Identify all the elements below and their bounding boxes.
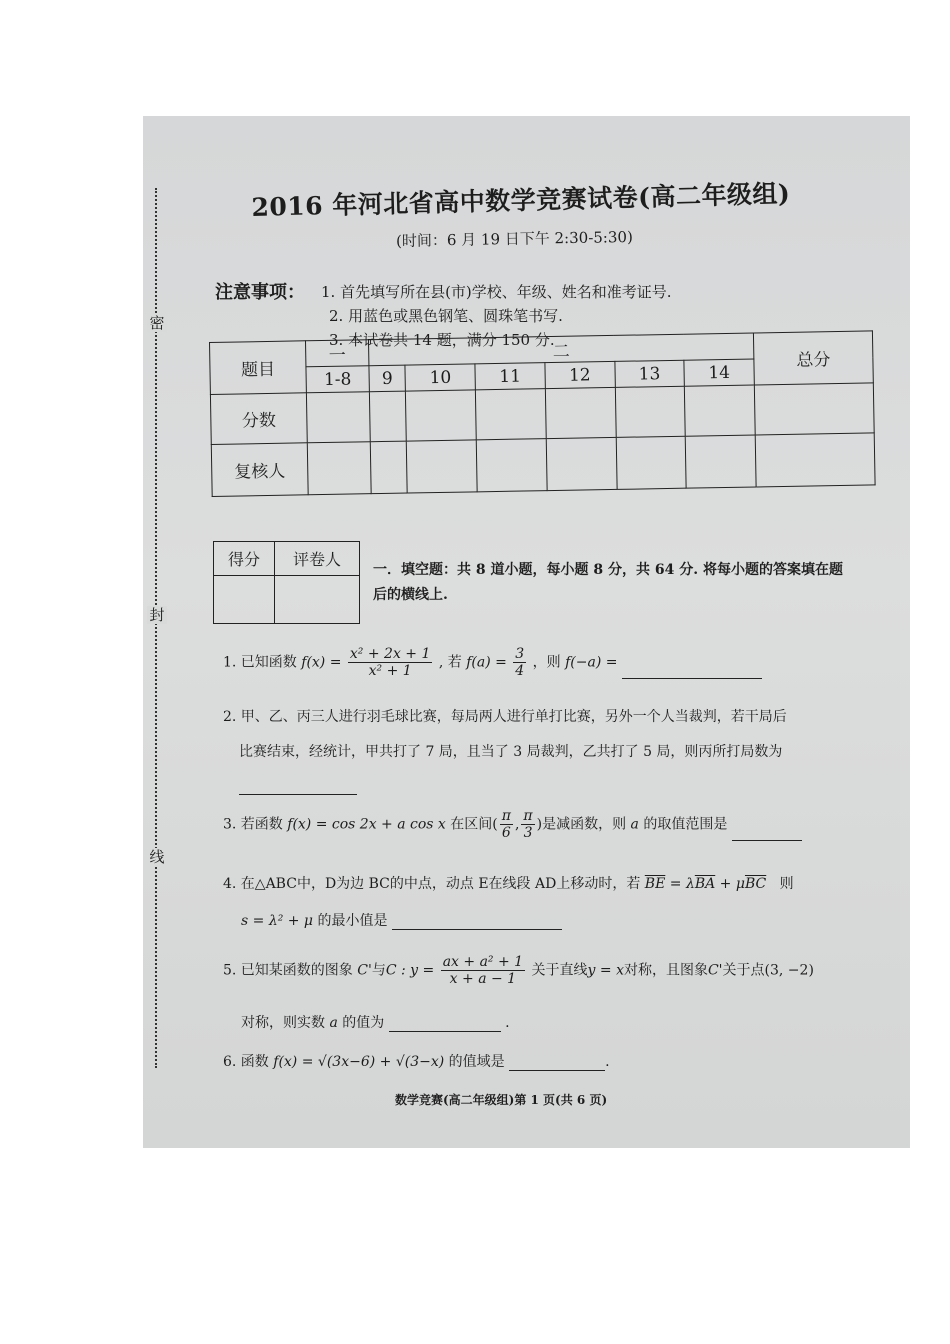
q1-fraction-2 — [513, 646, 526, 679]
section-1-instructions: 一．填空题：共 8 道小题，每小题 8 分，共 64 分. 将每小题的答案填在题后的横线上. — [373, 562, 843, 603]
question-1 — [223, 646, 762, 679]
q1-denominator-2: 4 — [515, 663, 525, 679]
q3-pi-2: π — [523, 808, 533, 824]
q5-text-b: 关于直线 — [531, 962, 588, 979]
seal-char-xian: 线 — [147, 848, 167, 866]
score-cell[interactable] — [407, 440, 478, 493]
q6-expr: f(x) = √(3x−6) + √(3−x) — [273, 1054, 445, 1070]
exam-time: (时间：6 月 19 日下午 2:30-5:30) — [395, 227, 634, 251]
seal-char-feng: 封 — [147, 606, 167, 624]
q5-yu: 与 — [371, 962, 386, 979]
grader-score-label: 得分 — [214, 542, 275, 576]
question-4-line-2 — [241, 910, 562, 930]
score-cell[interactable] — [545, 387, 616, 438]
q3-pi-1: π — [501, 808, 511, 824]
q5-c-eq: C : y = — [385, 962, 435, 979]
q3-suffix: )是减函数，则 — [536, 816, 627, 833]
q2-answer-blank[interactable] — [239, 780, 357, 795]
score-col: 12 — [545, 361, 615, 388]
q5-cprime-2: C' — [707, 962, 723, 979]
score-total: 总分 — [753, 331, 873, 385]
q5-numerator: ax + a² + 1 — [442, 954, 524, 970]
q3-suffix-2: 的取值范围是 — [643, 816, 728, 833]
q1-fx: f(x) = — [301, 654, 342, 671]
question-2-line-1: 2. 甲、乙、丙三人进行羽毛球比赛，每局两人进行单打比赛，另外一个人当裁判，若干局后 — [223, 709, 787, 725]
score-col: 1-8 — [306, 366, 369, 393]
q1-mid: , 若 — [438, 654, 462, 671]
score-row-label: 复核人 — [211, 443, 308, 497]
q5-text-e: 对称，则实数 — [241, 1015, 325, 1031]
q1-denominator: x² + 1 — [368, 663, 412, 679]
q1-numerator: x² + 2x + 1 — [349, 646, 431, 662]
q5-text-a: 5. 已知某函数的图象 — [223, 962, 353, 979]
score-cell[interactable] — [615, 386, 686, 437]
q4-vector-bc: $\overline{BC}$ — [744, 876, 767, 892]
grader-table — [213, 541, 360, 624]
q5-answer-blank[interactable] — [389, 1017, 501, 1032]
score-col: 13 — [614, 360, 684, 387]
q2-answer-blank-wrap — [239, 776, 357, 795]
score-cell[interactable] — [755, 433, 875, 487]
question-5-line-2: 对称，则实数 a 的值为 . — [241, 1015, 510, 1031]
question-4-line-1 — [223, 873, 794, 893]
q4-plus: + μ — [715, 876, 745, 892]
q1-mid-2: ，则 — [532, 654, 561, 671]
score-cell[interactable] — [754, 383, 874, 435]
score-cell[interactable] — [307, 442, 371, 495]
score-cell[interactable] — [406, 390, 477, 441]
grader-name-cell[interactable] — [275, 576, 360, 624]
q5-text-f: 的值为 — [342, 1015, 385, 1031]
q1-numerator-2: 3 — [515, 646, 525, 662]
note-3: 3. 本试卷共 14 题，满分 150 分. — [329, 331, 555, 349]
q3-var: a — [630, 816, 639, 833]
score-cell[interactable] — [306, 392, 370, 443]
question-6: 6. 函数 f(x) = √(3x−6) + √(3−x) 的值域是 . — [223, 1054, 610, 1070]
score-cell[interactable] — [370, 441, 407, 494]
score-part-2: 二 — [368, 333, 753, 366]
q5-denominator: x + a − 1 — [449, 971, 517, 987]
q3-mid: 在区间( — [450, 816, 498, 833]
q4-suffix: 的最小值是 — [317, 913, 388, 929]
q4-text: 4. 在△ABC中，D为边 BC的中点，动点 E在线段 AD上移动时，若 — [223, 876, 641, 892]
score-row-head: 题目 — [210, 341, 307, 395]
q5-point: (3, −2) — [764, 962, 814, 979]
q3-den-1: 6 — [501, 825, 511, 841]
exam-title: 2016 年河北省高中数学竞赛试卷(高二年级组) — [251, 178, 791, 222]
q1-fma: f(−a) = — [565, 654, 618, 671]
q1-prefix: 1. 已知函数 — [223, 654, 297, 671]
score-cell[interactable] — [475, 389, 546, 440]
q1-fa: f(a) = — [466, 654, 507, 671]
score-cell[interactable] — [476, 439, 547, 492]
score-row-label: 分数 — [210, 393, 307, 445]
question-3: 3. 若函数 f(x) = cos 2x + a cos x 在区间( $\frac{\pi}{6}$ , $\frac{\pi}{3}$ )是减函数，则 a 的取值范围是 — [223, 808, 802, 841]
q4-expr: s = λ² + μ — [241, 913, 314, 929]
score-cell[interactable] — [616, 436, 687, 489]
q4-then: 则 — [779, 876, 794, 892]
score-cell[interactable] — [369, 391, 406, 442]
notes-label: 注意事项： — [215, 282, 305, 303]
exam-sheet — [143, 116, 910, 1148]
score-part-1: 一 — [305, 340, 368, 367]
grader-score-cell[interactable] — [214, 576, 275, 624]
page-footer: 数学竞赛(高二年级组)第 1 页(共 6 页) — [395, 1093, 608, 1107]
q1-fraction — [348, 646, 432, 679]
q4-eq: = λ — [665, 876, 695, 892]
score-col: 11 — [475, 363, 545, 390]
q5-text-d: 关于点 — [722, 962, 765, 979]
note-2: 2. 用蓝色或黑色钢笔、圆珠笔书写. — [329, 307, 563, 325]
question-5-line-1 — [223, 954, 814, 987]
q3-den-2: 3 — [523, 825, 533, 841]
score-cell[interactable] — [546, 437, 617, 490]
q4-vector-be: $\overline{BE}$ — [644, 876, 666, 892]
q6-answer-blank[interactable] — [509, 1056, 605, 1071]
q1-answer-blank[interactable] — [622, 664, 762, 679]
q5-text-c: 对称，且图象 — [623, 962, 708, 979]
q5-line-yx: y = x — [587, 962, 624, 979]
q6-prefix: 6. 函数 — [223, 1054, 269, 1070]
score-cell[interactable] — [685, 435, 756, 488]
q5-var: a — [329, 1015, 338, 1031]
q3-fraction-1 — [500, 808, 513, 841]
q4-vector-ba: $\overline{BA}$ — [694, 876, 716, 892]
q3-answer-blank[interactable] — [732, 826, 802, 841]
score-col: 10 — [405, 364, 475, 391]
question-2-line-2: 比赛结束，经统计，甲共打了 7 局，且当了 3 局裁判，乙共打了 5 局，则丙所打局数为 — [239, 744, 783, 760]
score-col: 9 — [369, 365, 406, 392]
q5-fraction — [441, 954, 525, 987]
q3-prefix: 3. 若函数 — [223, 816, 283, 833]
score-col: 14 — [684, 359, 754, 386]
score-cell[interactable] — [685, 385, 756, 436]
q3-expr: f(x) = cos 2x + a cos x — [287, 816, 446, 833]
seal-char-mi: 密 — [147, 314, 167, 332]
q3-fraction-2 — [521, 808, 534, 841]
score-table — [209, 330, 876, 497]
grader-name-label: 评卷人 — [275, 542, 360, 576]
q4-answer-blank[interactable] — [392, 915, 562, 930]
note-1: 1. 首先填写所在县(市)学校、年级、姓名和准考证号. — [321, 283, 672, 301]
q5-cprime: C' — [357, 962, 372, 979]
q6-suffix: 的值域是 — [448, 1054, 505, 1070]
